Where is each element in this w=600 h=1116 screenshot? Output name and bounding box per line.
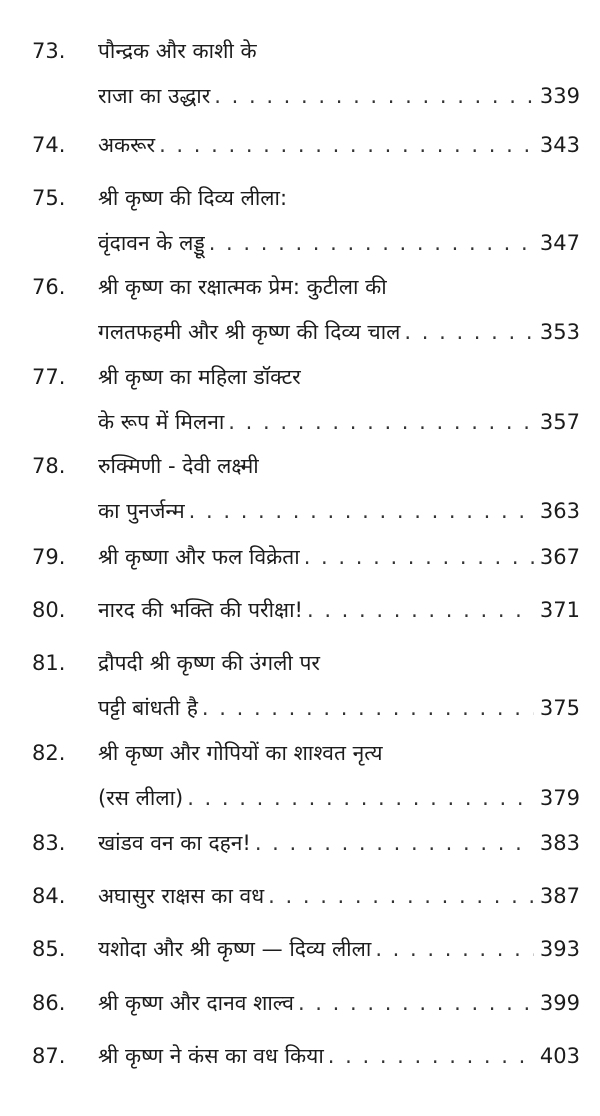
- dot-leader: [202, 693, 534, 723]
- entry-title-line: [98, 988, 580, 1033]
- page-number: 399: [539, 991, 580, 1015]
- page-number: 387: [539, 884, 580, 908]
- entry-title-line: [98, 183, 580, 228]
- dot-leader: [189, 496, 534, 526]
- entry-number: 79.: [32, 545, 66, 569]
- entry-title: श्री कृष्णा और फल विक्रेता: [98, 545, 300, 569]
- entry-number: 74.: [32, 133, 66, 157]
- dot-leader: [228, 407, 534, 437]
- entry-title-line: [98, 81, 580, 126]
- dot-leader: [307, 595, 534, 625]
- entry-title-line: [98, 738, 580, 783]
- entry-title-line: [98, 648, 580, 693]
- entry-title-continued: वृंदावन के लड्डू: [98, 231, 205, 255]
- entry-title-line: [98, 783, 580, 828]
- dot-leader: [375, 934, 534, 964]
- entry-number: 81.: [32, 651, 66, 675]
- entry-title-line: [98, 272, 580, 317]
- entry-title-line: [98, 228, 580, 273]
- entry-title: श्री कृष्ण का रक्षात्मक प्रेम: कुटीला की: [98, 275, 387, 299]
- entry-title-continued: का पुनर्जन्म: [98, 499, 185, 523]
- entry-title: अघासुर राक्षस का वध: [98, 884, 265, 908]
- entry-title: श्री कृष्ण और गोपियों का शाश्वत नृत्य: [98, 741, 383, 765]
- entry-title: यशोदा और श्री कृष्ण — दिव्य लीला: [98, 937, 372, 961]
- dot-leader: [187, 783, 534, 813]
- entry-title-line: [98, 595, 580, 640]
- entry-title-continued: राजा का उद्धार: [98, 84, 211, 108]
- entry-title: श्री कृष्ण की दिव्य लीला:: [98, 186, 288, 210]
- entry-title: नारद की भक्ति की परीक्षा!: [98, 598, 303, 622]
- entry-title: पौन्द्रक और काशी के: [98, 39, 257, 63]
- entry-title: श्री कृष्ण और दानव शाल्व: [98, 991, 294, 1015]
- entry-title-line: [98, 496, 580, 541]
- page-number: 403: [539, 1044, 580, 1068]
- entry-number: 76.: [32, 275, 66, 299]
- page-number: 353: [539, 320, 580, 344]
- entry-title: रुक्मिणी - देवी लक्ष्मी: [98, 454, 259, 478]
- entry-number: 83.: [32, 831, 66, 855]
- entry-title-line: [98, 934, 580, 979]
- entry-title: खांडव वन का दहन!: [98, 831, 251, 855]
- entry-title-line: [98, 1041, 580, 1086]
- entry-number: 82.: [32, 741, 66, 765]
- entry-number: 80.: [32, 598, 66, 622]
- entry-title-line: [98, 542, 580, 587]
- page-number: 343: [539, 133, 580, 157]
- entry-title-continued: (रस लीला): [98, 786, 184, 810]
- dot-leader: [404, 317, 534, 347]
- dot-leader: [214, 81, 534, 111]
- page-number: 367: [539, 545, 580, 569]
- entry-title-line: [98, 828, 580, 873]
- page-number: 393: [539, 937, 580, 961]
- entry-title-line: [98, 130, 580, 175]
- entry-title-line: [98, 362, 580, 407]
- entry-title: अकरूर: [98, 133, 156, 157]
- entry-title-line: [98, 407, 580, 452]
- dot-leader: [328, 1041, 534, 1071]
- dot-leader: [298, 988, 534, 1018]
- entry-title-line: [98, 36, 580, 81]
- entry-title: द्रौपदी श्री कृष्ण की उंगली पर: [98, 651, 320, 675]
- entry-number: 75.: [32, 186, 66, 210]
- dot-leader: [255, 828, 534, 858]
- entry-number: 87.: [32, 1044, 66, 1068]
- entry-title-continued: के रूप में मिलना: [98, 410, 225, 434]
- entry-number: 73.: [32, 39, 66, 63]
- dot-leader: [304, 542, 534, 572]
- entry-title-line: [98, 693, 580, 738]
- page-number: 379: [539, 786, 580, 810]
- dot-leader: [159, 130, 534, 160]
- entry-title: श्री कृष्ण ने कंस का वध किया: [98, 1044, 324, 1068]
- entry-number: 85.: [32, 937, 66, 961]
- entry-title: श्री कृष्ण का महिला डॉक्टर: [98, 365, 301, 389]
- page-number: 383: [539, 831, 580, 855]
- entry-title-line: [98, 317, 580, 362]
- dot-leader: [209, 228, 534, 258]
- entry-number: 86.: [32, 991, 66, 1015]
- entry-title-line: [98, 451, 580, 496]
- page-number: 339: [539, 84, 580, 108]
- entry-number: 84.: [32, 884, 66, 908]
- page-number: 363: [539, 499, 580, 523]
- page-number: 347: [539, 231, 580, 255]
- entry-title-line: [98, 881, 580, 926]
- entry-title-continued: पट्टी बांधती है: [98, 696, 198, 720]
- entry-number: 77.: [32, 365, 66, 389]
- page-number: 357: [539, 410, 580, 434]
- page-number: 375: [539, 696, 580, 720]
- entry-title-continued: गलतफहमी और श्री कृष्ण की दिव्य चाल: [98, 320, 401, 344]
- page-number: 371: [539, 598, 580, 622]
- dot-leader: [268, 881, 534, 911]
- entry-number: 78.: [32, 454, 66, 478]
